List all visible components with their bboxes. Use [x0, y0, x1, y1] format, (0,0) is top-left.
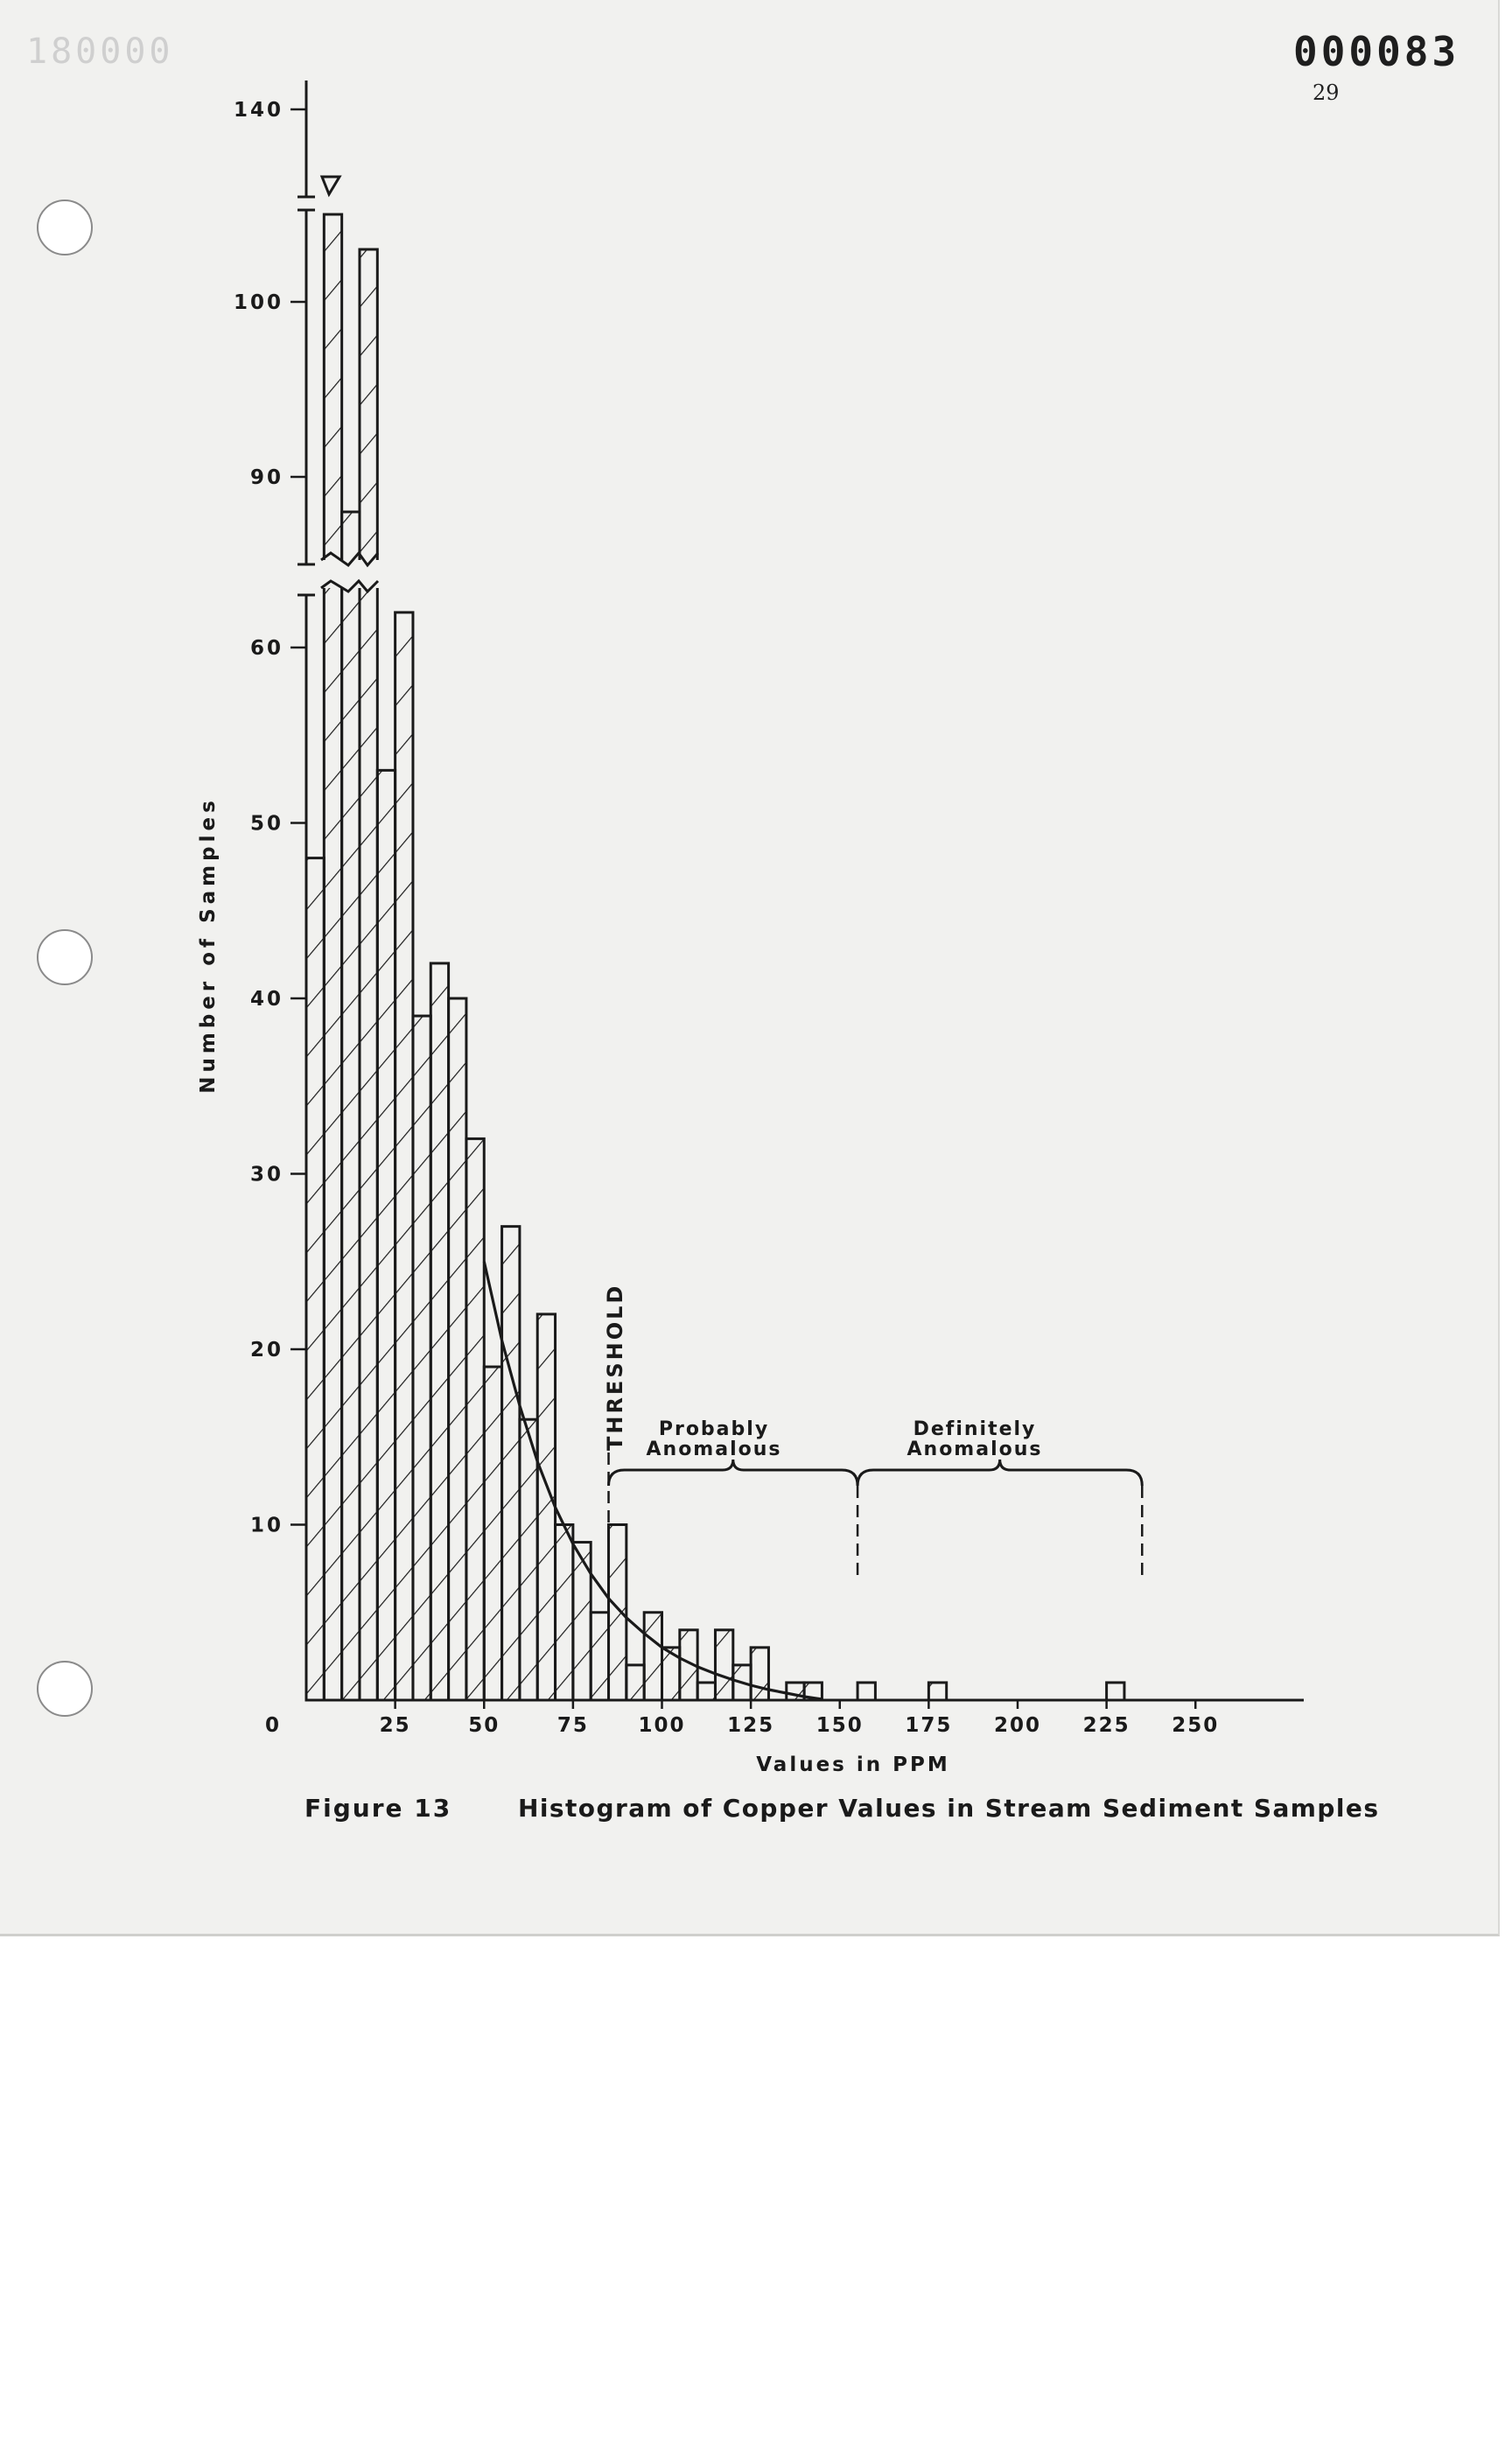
- x-tick-label: 150: [816, 1714, 864, 1737]
- definitely-anomalous-label-line2: Anomalous: [906, 1438, 1043, 1460]
- probably-anomalous-label-line2: Anomalous: [646, 1438, 782, 1460]
- ghost-document-code: 180000: [26, 32, 174, 72]
- y-tick-label: 60: [249, 637, 284, 660]
- histogram-bar: [484, 1367, 501, 1700]
- histogram-bar: [609, 1525, 626, 1701]
- x-tick-label: 75: [556, 1714, 589, 1737]
- histogram-bar: [306, 858, 324, 1700]
- threshold-label: THRESHOLD: [603, 1283, 627, 1451]
- histogram-bar: [342, 512, 360, 1700]
- x-tick-label: 125: [727, 1714, 775, 1737]
- y-tick-label: 90: [249, 466, 284, 489]
- histogram-bar: [858, 1683, 875, 1700]
- histogram-bar: [413, 1016, 430, 1700]
- histogram-bar: [377, 770, 395, 1700]
- chart-title: Histogram of Copper Values in Stream Sediment Samples: [518, 1794, 1381, 1823]
- figure-label: Figure 13: [304, 1794, 452, 1823]
- y-tick-label: 40: [249, 988, 284, 1011]
- definitely-anomalous-label-line1: Definitely: [913, 1418, 1037, 1440]
- y-tick-label: 20: [249, 1339, 284, 1362]
- histogram-bar: [697, 1683, 715, 1700]
- histogram-bar: [928, 1683, 946, 1700]
- x-tick-label: 200: [993, 1714, 1042, 1737]
- histogram-bar: [751, 1648, 768, 1700]
- histogram-bar: [360, 249, 377, 1700]
- histogram-bar: [396, 612, 413, 1700]
- x-axis-label: Values in PPM: [756, 1754, 950, 1776]
- y-axis-label: Number of Samples: [197, 796, 220, 1094]
- histogram-bar: [626, 1665, 644, 1700]
- x-tick-label: 50: [468, 1714, 500, 1737]
- histogram-bar: [644, 1613, 662, 1700]
- range-brace: [609, 1460, 858, 1486]
- histogram-bar: [573, 1543, 591, 1700]
- y-tick-label: 100: [233, 291, 284, 314]
- histogram-bar: [324, 214, 341, 1700]
- y-tick-label: 140: [233, 99, 284, 122]
- document-code: 000083: [1293, 28, 1460, 75]
- histogram-bar: [430, 963, 448, 1700]
- histogram-bar: [556, 1525, 573, 1701]
- y-tick-label: 30: [249, 1163, 284, 1186]
- axis-break-gap: [298, 200, 394, 210]
- histogram-bar: [502, 1227, 520, 1700]
- x-tick-label: 225: [1082, 1714, 1130, 1737]
- histogram-bar: [537, 1314, 555, 1700]
- histogram-bar: [520, 1419, 537, 1700]
- histogram-bar: [466, 1138, 484, 1700]
- annotations: [609, 1452, 1143, 1575]
- probably-anomalous-label-line1: Probably: [658, 1418, 770, 1440]
- x-tick-label: 0: [264, 1714, 282, 1737]
- range-brace: [858, 1460, 1142, 1486]
- x-tick-label: 25: [379, 1714, 411, 1737]
- histogram-bar: [1107, 1683, 1124, 1700]
- x-tick-label: 175: [905, 1714, 953, 1737]
- y-tick-label: 50: [249, 812, 284, 836]
- histogram-bar: [449, 998, 466, 1700]
- histogram-bars: [298, 177, 1124, 1700]
- histogram-bar: [715, 1630, 732, 1700]
- page-number: 29: [1312, 80, 1340, 105]
- offscale-marker: [322, 177, 340, 194]
- histogram-bar: [591, 1613, 608, 1700]
- y-tick-label: 10: [249, 1514, 284, 1537]
- x-tick-label: 100: [638, 1714, 686, 1737]
- x-tick-label: 250: [1172, 1714, 1220, 1737]
